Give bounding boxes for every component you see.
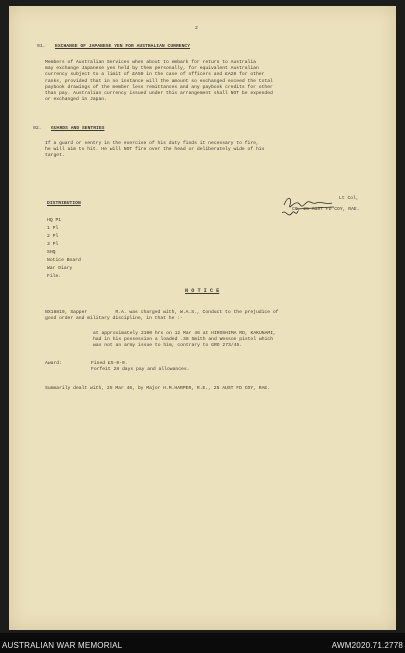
page-number: 2: [195, 26, 198, 31]
section-91-number: 91.: [37, 44, 46, 49]
distribution-item: 2 Pl: [47, 234, 59, 239]
section-92-body: If a guard or sentry in the exercise of his duty finds it necessary to fire, he will aim to hit. He will NOT fire over the head or deliberately wide of his target.: [45, 141, 265, 159]
footer-institution: AUSTRALIAN WAR MEMORIAL: [2, 641, 123, 650]
distribution-item: File.: [47, 274, 62, 279]
award-label: Award:: [45, 361, 62, 366]
section-91-body: Members of Australian Services when about to embark for return to Australia may exchange Japanese yen held by them personally, for equivalent Australian currency subject to a limit of £A50 in the case of officers and £A20 for other ranks, provided that in no instance will the amount so exchanged exceed the total paybook drawings of the member less remittances and any paybook credits for other than pay. Australian currency issued under this arrangement shall NOT be expended or exchanged in Japan.: [45, 60, 273, 103]
notice-particulars: at approximately 2100 hrs on 12 Mar 46 at HIROSHIMA RD, KAKUNAMI, had in his possession a loaded .38 Smith and Wesson pistol which was not an army issue to him, contrary to GRO 273/45.: [93, 331, 276, 349]
section-91-heading: EXCHANGE OF JAPANESE YEN FOR AUSTRALIAN CURRENCY: [55, 44, 191, 49]
distribution-item: War Diary: [47, 266, 73, 271]
award-lines: Fined £5-0-0. Forfeit 28 days pay and allowances.: [91, 361, 190, 373]
distribution-item: Notice Board: [47, 258, 81, 263]
footer-catalogue-id: AWM2020.71.2778: [331, 641, 403, 650]
section-92-heading: GUARDS AND SENTRIES: [51, 126, 105, 131]
notice-charge: NX18819, Sapper R.A. was charged with, W.A.S., Conduct to the prejudice of good order and military discipline, in that he :-: [45, 310, 279, 322]
distribution-item: SHQ: [47, 250, 56, 255]
distribution-item: HQ P1: [47, 218, 62, 223]
document-page: [9, 6, 396, 630]
signature-title: CO, 25 AUST FD COY, RAE.: [292, 207, 360, 212]
distribution-heading: DISTRIBUTION: [47, 201, 81, 206]
section-92-number: 92.: [33, 126, 42, 131]
notice-summary: Summarily dealt with, 25 Mar 46, by Major H.M.HARPER, R.E., 25 AUST FD COY, RAE.: [45, 386, 271, 391]
archive-footer: [0, 633, 405, 653]
signature-rank: Lt Col,: [339, 196, 359, 201]
notice-heading: N O T I C E: [185, 288, 220, 294]
distribution-item: 1 Pl: [47, 226, 59, 231]
distribution-item: 3 Pl: [47, 242, 59, 247]
